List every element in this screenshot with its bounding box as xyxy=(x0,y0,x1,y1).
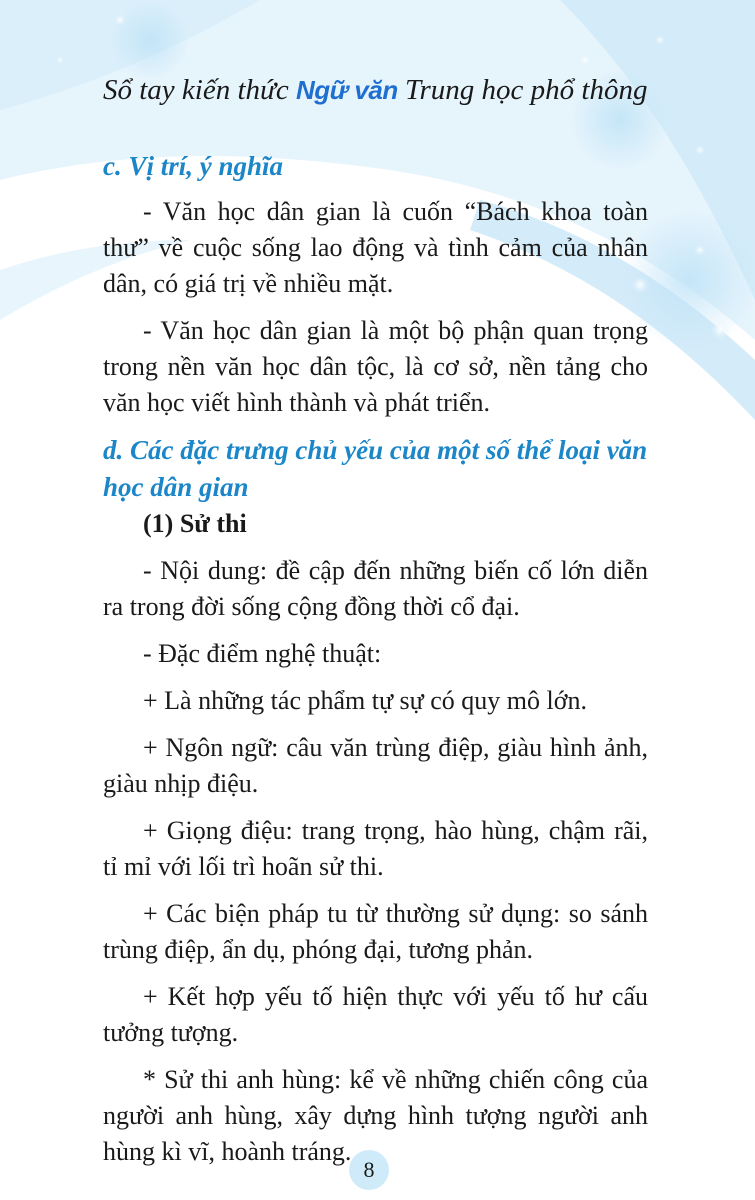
page-content xyxy=(103,148,648,1170)
section-d-paragraph-2: - Đặc điểm nghệ thuật: xyxy=(143,639,382,668)
section-d-paragraph-3: + Là những tác phẩm tự sự có quy mô lớn. xyxy=(143,686,588,715)
section-d-paragraph-7: + Kết hợp yếu tố hiện thực với yếu tố hư cấu tưởng tượng. xyxy=(103,982,648,1047)
section-d-heading: d. Các đặc trưng chủ yếu của một số thể loại văn học dân gian xyxy=(103,435,648,502)
section-d-paragraph-6: + Các biện pháp tu từ thường sử dụng: so sánh trùng điệp, ẩn dụ, phóng đại, tương phản. xyxy=(103,899,648,964)
section-d-subheading: (1) Sử thi xyxy=(143,509,247,538)
section-c-heading: c. Vị trí, ý nghĩa xyxy=(103,151,284,181)
section-c-paragraph-2: - Văn học dân gian là một bộ phận quan trọng trong nền văn học dân tộc, là cơ sở, nền tảng cho văn học viết hình thành và phát triển. xyxy=(103,316,648,417)
section-d-paragraph-5: + Giọng điệu: trang trọng, hào hùng, chậm rãi, tỉ mỉ với lối trì hoãn sử thi. xyxy=(103,816,648,881)
running-header xyxy=(103,74,647,107)
section-d-paragraph-4: + Ngôn ngữ: câu văn trùng điệp, giàu hình ảnh, giàu nhịp điệu. xyxy=(103,733,648,798)
section-c-paragraph-1: - Văn học dân gian là cuốn “Bách khoa toàn thư” về cuộc sống lao động và tình cảm của nhân dân, có giá trị về nhiều mặt. xyxy=(103,197,648,298)
header-suffix: Trung học phổ thông xyxy=(404,74,648,106)
section-d-paragraph-8: * Sử thi anh hùng: kể về những chiến công của người anh hùng, xây dựng hình tượng người anh hùng kì vĩ, hoành tráng. xyxy=(103,1065,648,1166)
header-prefix: Sổ tay kiến thức xyxy=(103,74,289,106)
section-d-paragraph-1: - Nội dung: đề cập đến những biến cố lớn diễn ra trong đời sống cộng đồng thời cổ đại. xyxy=(103,556,648,621)
page-number: 8 xyxy=(349,1150,389,1190)
header-brand: Ngữ văn xyxy=(295,75,398,105)
